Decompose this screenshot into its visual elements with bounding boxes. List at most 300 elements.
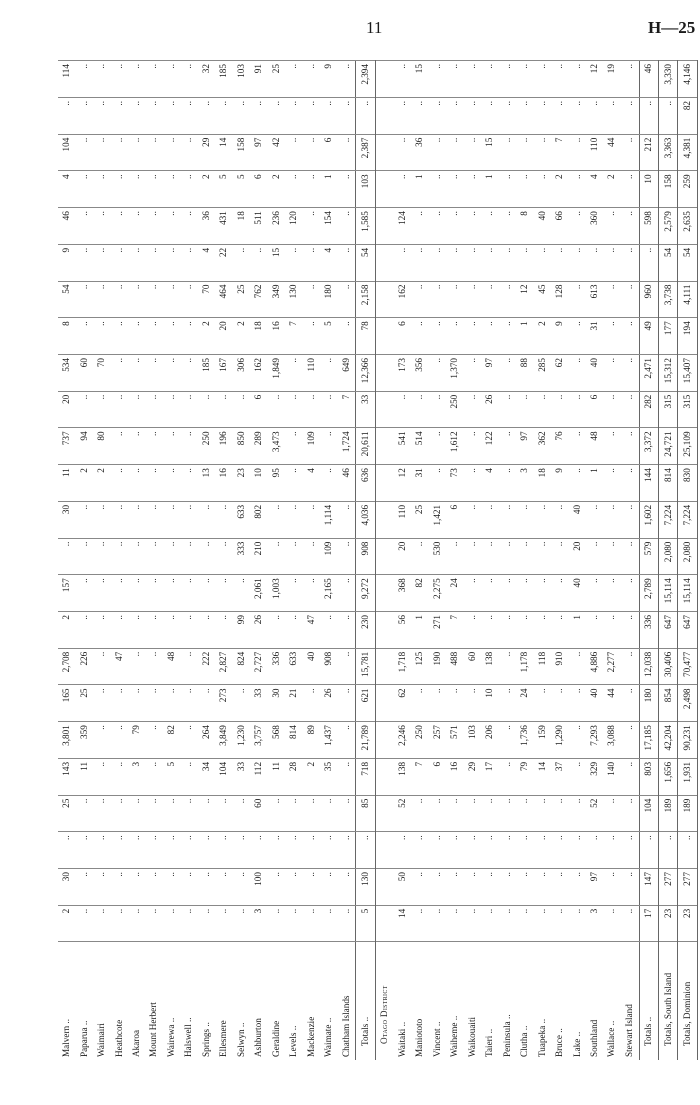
table-cell: .. bbox=[429, 281, 446, 318]
table-cell: 19 bbox=[603, 61, 620, 98]
table-cell: .. bbox=[411, 905, 428, 942]
table-cell: .. bbox=[568, 795, 585, 832]
table-cell: .. bbox=[145, 134, 162, 171]
table-cell: .. bbox=[499, 61, 516, 98]
table-cell: .. bbox=[533, 612, 550, 649]
table-cell: 140 bbox=[603, 758, 620, 795]
table-cell: .. bbox=[678, 832, 698, 869]
table-cell: 10 bbox=[481, 685, 498, 722]
table-cell: 31 bbox=[411, 465, 428, 502]
table-cell: 94 bbox=[75, 428, 92, 465]
table-cell: .. bbox=[603, 391, 620, 428]
table-cell: .. bbox=[93, 869, 110, 906]
table-cell: 4,111 bbox=[678, 281, 698, 318]
table-cell: 11 bbox=[268, 758, 285, 795]
table-cell: .. bbox=[145, 208, 162, 245]
table-cell bbox=[375, 355, 393, 392]
totals-row bbox=[356, 61, 375, 1061]
table-cell: .. bbox=[481, 575, 498, 612]
table-cell: 40 bbox=[568, 501, 585, 538]
table-cell: .. bbox=[429, 355, 446, 392]
table-cell: .. bbox=[215, 97, 232, 134]
table-cell: .. bbox=[285, 538, 302, 575]
table-cell: 11 bbox=[58, 465, 75, 502]
table-cell: .. bbox=[75, 97, 92, 134]
table-cell: .. bbox=[621, 832, 639, 869]
table-cell: .. bbox=[464, 905, 481, 942]
table-cell: 29 bbox=[198, 134, 215, 171]
table-cell: .. bbox=[303, 795, 320, 832]
table-cell: .. bbox=[93, 501, 110, 538]
table-cell: .. bbox=[110, 318, 127, 355]
table-cell: .. bbox=[180, 905, 197, 942]
table-cell: .. bbox=[568, 318, 585, 355]
table-cell: 79 bbox=[516, 758, 533, 795]
table-cell: 33 bbox=[356, 391, 375, 428]
table-cell: .. bbox=[93, 61, 110, 98]
table-cell: .. bbox=[198, 538, 215, 575]
table-cell: 633 bbox=[285, 648, 302, 685]
table-cell: 2,789 bbox=[639, 575, 658, 612]
table-cell: 511 bbox=[250, 208, 267, 245]
table-cell: .. bbox=[180, 685, 197, 722]
table-cell: .. bbox=[551, 391, 568, 428]
table-cell: .. bbox=[285, 61, 302, 98]
table-cell: 97 bbox=[481, 355, 498, 392]
table-cell: 158 bbox=[233, 134, 250, 171]
table-cell: 4 bbox=[198, 244, 215, 281]
table-cell: 157 bbox=[58, 575, 75, 612]
table-cell: 210 bbox=[250, 538, 267, 575]
table-cell: .. bbox=[180, 281, 197, 318]
table-cell: .. bbox=[499, 428, 516, 465]
table-cell: .. bbox=[163, 244, 180, 281]
table-cell: 737 bbox=[58, 428, 75, 465]
table-cell: .. bbox=[464, 685, 481, 722]
table-cell: .. bbox=[411, 281, 428, 318]
table-cell: 264 bbox=[198, 722, 215, 759]
row-label: Southland bbox=[588, 1019, 599, 1057]
table-cell: 3 bbox=[250, 905, 267, 942]
table-cell: .. bbox=[268, 795, 285, 832]
table-cell: .. bbox=[285, 171, 302, 208]
table-cell: 18 bbox=[533, 465, 550, 502]
table-cell: 15,407 bbox=[678, 355, 698, 392]
table-cell: 95 bbox=[268, 465, 285, 502]
table-cell: .. bbox=[411, 869, 428, 906]
table-cell: .. bbox=[659, 832, 678, 869]
table-cell: .. bbox=[233, 97, 250, 134]
table-cell: 1 bbox=[481, 171, 498, 208]
row-label: Maniototo bbox=[414, 1018, 425, 1057]
row-label: Otago District bbox=[379, 985, 390, 1044]
table-cell: 12 bbox=[394, 465, 411, 502]
table-cell: 7 bbox=[411, 758, 428, 795]
table-cell: .. bbox=[285, 428, 302, 465]
table-cell: 48 bbox=[163, 648, 180, 685]
table-cell: .. bbox=[110, 501, 127, 538]
table-cell: .. bbox=[429, 795, 446, 832]
table-cell: 7 bbox=[285, 318, 302, 355]
table-cell: .. bbox=[215, 832, 232, 869]
table-cell: 103 bbox=[233, 61, 250, 98]
table-cell: 120 bbox=[285, 208, 302, 245]
table-cell: 91 bbox=[250, 61, 267, 98]
table-cell: 25 bbox=[411, 501, 428, 538]
table-cell: .. bbox=[303, 501, 320, 538]
table-cell bbox=[375, 318, 393, 355]
table-cell: .. bbox=[411, 832, 428, 869]
table-cell: .. bbox=[499, 538, 516, 575]
table-cell: .. bbox=[198, 612, 215, 649]
table-cell: .. bbox=[429, 391, 446, 428]
table-cell: 46 bbox=[639, 61, 658, 98]
table-cell: 2,498 bbox=[678, 685, 698, 722]
table-cell: 541 bbox=[394, 428, 411, 465]
table-cell: 10 bbox=[250, 465, 267, 502]
statistics-table bbox=[58, 60, 698, 1060]
table-cell: .. bbox=[180, 575, 197, 612]
table-cell: 40 bbox=[586, 355, 603, 392]
table-cell: 2 bbox=[75, 465, 92, 502]
table-cell: .. bbox=[198, 685, 215, 722]
table-cell: .. bbox=[356, 832, 375, 869]
table-cell: 1 bbox=[516, 318, 533, 355]
table-cell: 2 bbox=[603, 171, 620, 208]
table-cell: .. bbox=[621, 318, 639, 355]
table-cell: 633 bbox=[233, 501, 250, 538]
table-cell: 647 bbox=[659, 612, 678, 649]
table-cell: .. bbox=[621, 208, 639, 245]
table-cell: .. bbox=[551, 612, 568, 649]
table-cell: .. bbox=[163, 832, 180, 869]
table-cell: 1,290 bbox=[551, 722, 568, 759]
table-cell: 360 bbox=[586, 208, 603, 245]
table-cell: 3 bbox=[516, 465, 533, 502]
table-cell: .. bbox=[320, 869, 337, 906]
table-cell: 60 bbox=[464, 648, 481, 685]
row-label: Heathcote bbox=[113, 1019, 124, 1057]
table-cell: 488 bbox=[446, 648, 463, 685]
table-cell: 4,146 bbox=[678, 61, 698, 98]
table-cell: 143 bbox=[58, 758, 75, 795]
table-cell: .. bbox=[233, 244, 250, 281]
table-cell: 16 bbox=[446, 758, 463, 795]
table-cell: 7 bbox=[338, 391, 356, 428]
table-cell: .. bbox=[338, 171, 356, 208]
table-cell: .. bbox=[429, 134, 446, 171]
table-cell: 908 bbox=[320, 648, 337, 685]
table-row bbox=[320, 61, 337, 1061]
table-row bbox=[75, 61, 92, 1061]
table-cell: .. bbox=[621, 281, 639, 318]
table-cell: .. bbox=[250, 244, 267, 281]
table-cell: 649 bbox=[338, 355, 356, 392]
table-cell: 336 bbox=[268, 648, 285, 685]
table-cell: .. bbox=[58, 97, 75, 134]
table-cell: .. bbox=[320, 795, 337, 832]
table-cell: .. bbox=[464, 832, 481, 869]
table-cell: .. bbox=[411, 795, 428, 832]
table-cell: .. bbox=[464, 869, 481, 906]
table-cell: 1,718 bbox=[394, 648, 411, 685]
table-cell: .. bbox=[285, 97, 302, 134]
table-cell: .. bbox=[233, 869, 250, 906]
table-cell: 73 bbox=[446, 465, 463, 502]
table-cell: .. bbox=[93, 208, 110, 245]
table-cell: .. bbox=[163, 612, 180, 649]
table-cell: 26 bbox=[481, 391, 498, 428]
table-cell: 336 bbox=[639, 612, 658, 649]
table-cell: .. bbox=[621, 428, 639, 465]
table-cell: .. bbox=[75, 795, 92, 832]
table-cell bbox=[375, 832, 393, 869]
table-row bbox=[411, 61, 428, 1061]
table-cell: 5 bbox=[163, 758, 180, 795]
table-cell: 21 bbox=[285, 685, 302, 722]
table-cell: .. bbox=[621, 722, 639, 759]
table-cell: 20 bbox=[394, 538, 411, 575]
table-cell: 26 bbox=[250, 612, 267, 649]
table-cell: .. bbox=[110, 685, 127, 722]
table-cell: .. bbox=[163, 465, 180, 502]
table-cell: 36 bbox=[198, 208, 215, 245]
table-cell: 206 bbox=[481, 722, 498, 759]
table-cell: 82 bbox=[678, 97, 698, 134]
table-cell: 2,394 bbox=[356, 61, 375, 98]
table-cell: .. bbox=[128, 575, 145, 612]
table-cell: 42 bbox=[268, 134, 285, 171]
row-label: Clutha .. bbox=[519, 1025, 530, 1057]
table-cell: .. bbox=[499, 685, 516, 722]
table-cell: 97 bbox=[250, 134, 267, 171]
table-cell: 114 bbox=[58, 61, 75, 98]
table-cell: .. bbox=[75, 391, 92, 428]
table-cell: 100 bbox=[250, 869, 267, 906]
table-cell: .. bbox=[338, 61, 356, 98]
table-cell: .. bbox=[110, 905, 127, 942]
table-cell: 47 bbox=[303, 612, 320, 649]
table-cell: 110 bbox=[394, 501, 411, 538]
table-cell: .. bbox=[621, 244, 639, 281]
table-cell: 165 bbox=[58, 685, 75, 722]
table-row bbox=[429, 61, 446, 1061]
table-cell: 15,781 bbox=[356, 648, 375, 685]
table-cell: .. bbox=[110, 869, 127, 906]
table-cell: .. bbox=[481, 869, 498, 906]
table-cell: .. bbox=[621, 758, 639, 795]
row-label: Springs .. bbox=[200, 1022, 211, 1057]
table-cell: .. bbox=[215, 612, 232, 649]
table-cell: 44 bbox=[603, 685, 620, 722]
table-cell: 194 bbox=[678, 318, 698, 355]
table-cell: .. bbox=[198, 391, 215, 428]
table-cell: .. bbox=[429, 869, 446, 906]
table-row bbox=[58, 61, 75, 1061]
table-cell: .. bbox=[163, 355, 180, 392]
table-cell: .. bbox=[481, 318, 498, 355]
table-cell: 12 bbox=[516, 281, 533, 318]
table-cell: .. bbox=[394, 832, 411, 869]
table-cell: .. bbox=[533, 61, 550, 98]
table-cell: .. bbox=[464, 171, 481, 208]
table-cell: 514 bbox=[411, 428, 428, 465]
table-cell: .. bbox=[338, 905, 356, 942]
table-cell: 598 bbox=[639, 208, 658, 245]
row-label: Mackenzie bbox=[305, 1016, 316, 1057]
table-cell: .. bbox=[285, 355, 302, 392]
table-cell: .. bbox=[320, 905, 337, 942]
table-cell: .. bbox=[128, 832, 145, 869]
table-cell bbox=[375, 869, 393, 906]
table-cell: .. bbox=[499, 171, 516, 208]
table-cell: .. bbox=[128, 134, 145, 171]
row-label: Taieri .. bbox=[484, 1028, 495, 1057]
table-cell: .. bbox=[394, 134, 411, 171]
table-cell: 2,471 bbox=[639, 355, 658, 392]
table-cell bbox=[375, 61, 393, 98]
table-cell: .. bbox=[568, 61, 585, 98]
table-cell: 6 bbox=[250, 391, 267, 428]
table-cell: 824 bbox=[233, 648, 250, 685]
table-cell: 185 bbox=[198, 355, 215, 392]
table-cell: .. bbox=[446, 318, 463, 355]
table-cell: .. bbox=[499, 134, 516, 171]
table-cell: .. bbox=[446, 281, 463, 318]
table-cell: 21,789 bbox=[356, 722, 375, 759]
table-cell: 315 bbox=[659, 391, 678, 428]
table-cell: .. bbox=[110, 465, 127, 502]
table-row bbox=[93, 61, 110, 1061]
table-cell: 104 bbox=[639, 795, 658, 832]
table-cell: .. bbox=[145, 428, 162, 465]
table-cell: 7 bbox=[446, 612, 463, 649]
table-cell: .. bbox=[464, 318, 481, 355]
table-cell: .. bbox=[499, 465, 516, 502]
row-label: Waikouaiti bbox=[466, 1016, 477, 1057]
table-cell: 368 bbox=[394, 575, 411, 612]
table-cell: .. bbox=[568, 722, 585, 759]
table-cell: .. bbox=[93, 758, 110, 795]
table-cell: 356 bbox=[411, 355, 428, 392]
row-label: Paparua .. bbox=[78, 1020, 89, 1057]
table-cell: .. bbox=[533, 391, 550, 428]
table-cell: 3,372 bbox=[639, 428, 658, 465]
table-cell: 35 bbox=[320, 758, 337, 795]
table-cell: .. bbox=[110, 134, 127, 171]
table-cell: .. bbox=[110, 281, 127, 318]
table-cell bbox=[375, 97, 393, 134]
table-cell: .. bbox=[568, 244, 585, 281]
table-cell: .. bbox=[499, 244, 516, 281]
table-cell: .. bbox=[303, 244, 320, 281]
table-cell: .. bbox=[603, 318, 620, 355]
table-cell: 50 bbox=[394, 869, 411, 906]
table-cell: .. bbox=[110, 758, 127, 795]
table-cell: 9 bbox=[58, 244, 75, 281]
table-cell: .. bbox=[198, 575, 215, 612]
table-cell: .. bbox=[110, 612, 127, 649]
row-label: Ashburton bbox=[253, 1018, 264, 1057]
row-label: Wallace .. bbox=[606, 1020, 617, 1057]
table-cell: .. bbox=[93, 134, 110, 171]
table-cell: .. bbox=[429, 244, 446, 281]
table-cell bbox=[375, 501, 393, 538]
table-cell: .. bbox=[464, 391, 481, 428]
table-cell: 23 bbox=[678, 905, 698, 942]
table-cell: 9,272 bbox=[356, 575, 375, 612]
table-cell: .. bbox=[621, 575, 639, 612]
table-cell: .. bbox=[303, 905, 320, 942]
table-cell: 40 bbox=[568, 575, 585, 612]
table-cell: .. bbox=[603, 281, 620, 318]
table-cell: 30,406 bbox=[659, 648, 678, 685]
table-cell bbox=[375, 208, 393, 245]
table-cell: .. bbox=[93, 318, 110, 355]
table-row bbox=[180, 61, 197, 1061]
table-cell: 3,849 bbox=[215, 722, 232, 759]
row-label: Waiheme .. bbox=[449, 1015, 460, 1057]
row-label: Totals, South Island bbox=[659, 942, 678, 1060]
table-cell: 3,473 bbox=[268, 428, 285, 465]
table-cell: .. bbox=[568, 97, 585, 134]
table-cell: .. bbox=[75, 244, 92, 281]
table-cell: .. bbox=[499, 208, 516, 245]
table-cell: .. bbox=[411, 97, 428, 134]
table-cell: 109 bbox=[303, 428, 320, 465]
table-cell: .. bbox=[464, 575, 481, 612]
table-cell: .. bbox=[621, 905, 639, 942]
table-cell: .. bbox=[499, 97, 516, 134]
table-cell: .. bbox=[621, 465, 639, 502]
table-cell: .. bbox=[93, 685, 110, 722]
table-cell bbox=[375, 758, 393, 795]
table-cell: .. bbox=[285, 612, 302, 649]
table-cell: 46 bbox=[338, 465, 356, 502]
table-cell: 62 bbox=[394, 685, 411, 722]
table-cell: .. bbox=[75, 869, 92, 906]
table-cell: 534 bbox=[58, 355, 75, 392]
table-cell: 70 bbox=[198, 281, 215, 318]
table-row bbox=[268, 61, 285, 1061]
table-cell: .. bbox=[75, 281, 92, 318]
page-number: 11 bbox=[366, 18, 383, 37]
table-cell: .. bbox=[586, 538, 603, 575]
table-cell: .. bbox=[603, 208, 620, 245]
table-cell: .. bbox=[446, 795, 463, 832]
table-cell: .. bbox=[163, 171, 180, 208]
table-cell: 122 bbox=[481, 428, 498, 465]
table-row bbox=[303, 61, 320, 1061]
table-cell: 2,165 bbox=[320, 575, 337, 612]
table-cell: 138 bbox=[481, 648, 498, 685]
table-cell: .. bbox=[499, 391, 516, 428]
table-cell bbox=[375, 281, 393, 318]
table-cell: .. bbox=[464, 97, 481, 134]
table-cell: .. bbox=[533, 501, 550, 538]
table-cell: .. bbox=[533, 869, 550, 906]
table-cell: 66 bbox=[551, 208, 568, 245]
table-cell: .. bbox=[603, 612, 620, 649]
table-cell: 25 bbox=[233, 281, 250, 318]
table-cell: .. bbox=[429, 428, 446, 465]
rotated-statistics-table bbox=[58, 60, 698, 1060]
table-cell: .. bbox=[93, 391, 110, 428]
table-cell: 97 bbox=[516, 428, 533, 465]
row-label: Selwyn .. bbox=[235, 1022, 246, 1057]
table-cell: 48 bbox=[586, 428, 603, 465]
row-label: Waimate .. bbox=[323, 1017, 334, 1057]
